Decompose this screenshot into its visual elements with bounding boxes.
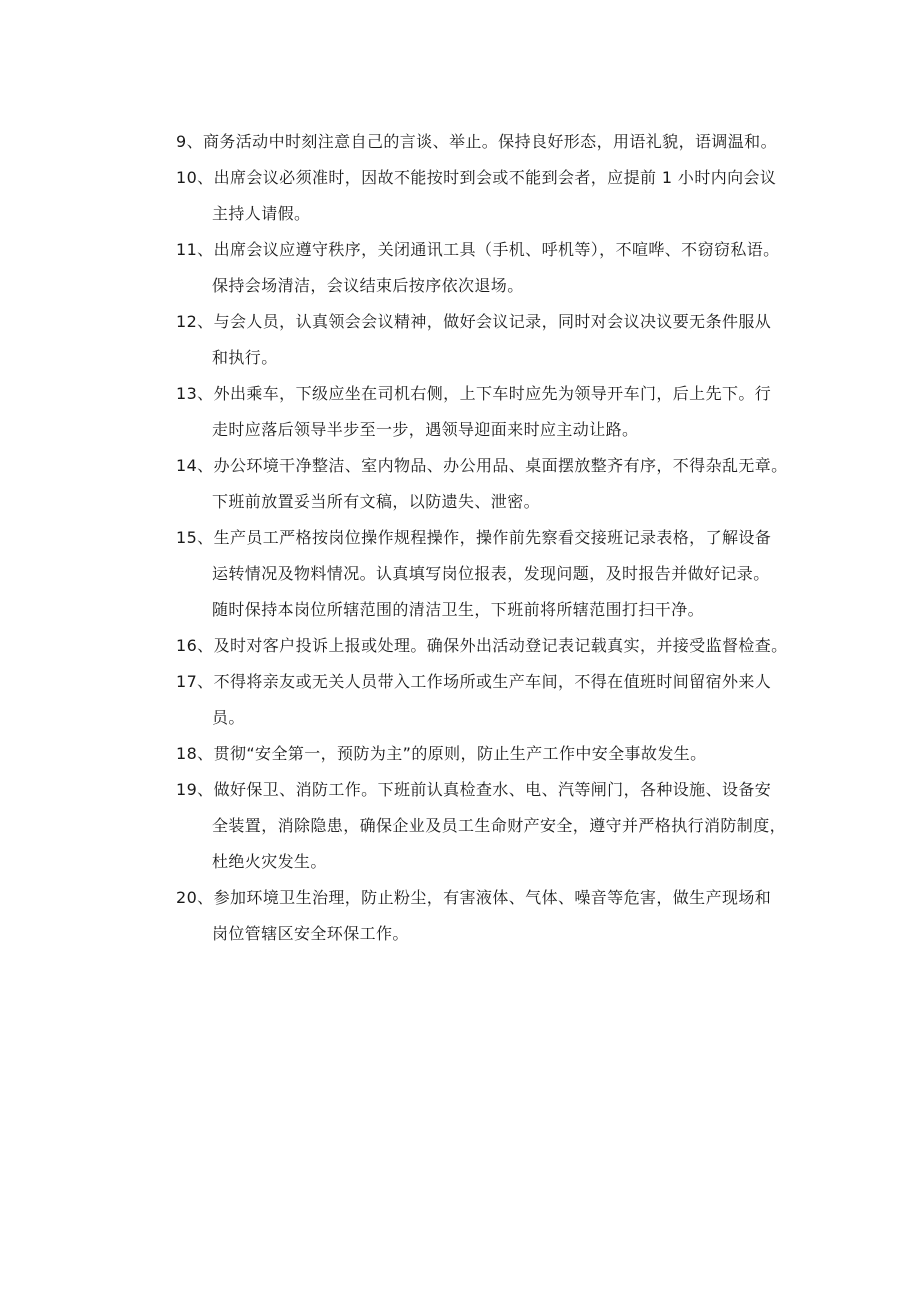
rule-text-line: 商务活动中时刻注意自己的言谈、举止。保持良好形态，用语礼貌，语调温和。	[202, 132, 777, 151]
rule-number: 13、	[176, 384, 214, 403]
rule-item	[176, 448, 796, 520]
rule-text-line: 走时应落后领导半步至一步，遇领导迎面来时应主动让路。	[212, 420, 639, 439]
rule-text-line: 主持人请假。	[212, 204, 311, 223]
rule-text-line: 杜绝火灾发生。	[212, 852, 327, 871]
rule-item	[176, 736, 796, 772]
rule-text-line: 外出乘车，下级应坐在司机右侧，上下车时应先为领导开车门，后上先下。行	[213, 384, 772, 403]
rule-text	[214, 160, 796, 232]
rule-text	[214, 232, 796, 304]
rule-text-line: 及时对客户投诉上报或处理。确保外出活动登记表记载真实，并接受监督检查。	[213, 636, 788, 655]
rule-text-line: 贯彻“安全第一，预防为主”的原则，防止生产工作中安全事故发生。	[213, 744, 707, 763]
rule-text-line: 运转情况及物料情况。认真填写岗位报表，发现问题，及时报告并做好记录。	[212, 564, 770, 583]
rule-number: 19、	[176, 780, 214, 799]
rule-number: 14、	[176, 456, 214, 475]
rule-text	[214, 736, 796, 772]
rule-text-line: 下班前放置妥当所有文稿，以防遗失、泄密。	[212, 492, 541, 511]
rule-text	[214, 772, 796, 880]
rule-text-line: 和执行。	[212, 348, 278, 367]
rule-text-line: 与会人员，认真领会会议精神，做好会议记录，同时对会议决议要无条件服从	[213, 312, 772, 331]
rule-number: 15、	[176, 528, 214, 547]
rule-item	[176, 160, 796, 232]
rule-number: 10、	[176, 168, 214, 187]
rule-text	[214, 520, 796, 628]
rule-text	[214, 880, 796, 952]
rule-number: 16、	[176, 636, 214, 655]
rule-text	[214, 448, 796, 520]
rule-text	[203, 124, 796, 160]
rule-number: 17、	[176, 672, 214, 691]
rule-text-line: 不得将亲友或无关人员带入工作场所或生产车间，不得在值班时间留宿外来人	[213, 672, 772, 691]
rule-item	[176, 772, 796, 880]
rule-item	[176, 124, 796, 160]
rule-text-line: 出席会议必须准时，因故不能按时到会或不能到会者，应提前 1 小时内向会议	[213, 168, 777, 187]
rule-text	[214, 664, 796, 736]
rule-text-line: 员。	[212, 708, 245, 727]
rule-number: 12、	[176, 312, 214, 331]
rule-item	[176, 880, 796, 952]
rule-text-line: 办公环境干净整洁、室内物品、办公用品、桌面摆放整齐有序，不得杂乱无章。	[213, 456, 788, 475]
rule-text-line: 随时保持本岗位所辖范围的清洁卫生，下班前将所辖范围打扫干净。	[212, 600, 705, 619]
rule-number: 11、	[176, 240, 214, 259]
rule-text	[214, 376, 796, 448]
rule-item	[176, 376, 796, 448]
rule-text-line: 参加环境卫生治理，防止粉尘，有害液体、气体、噪音等危害，做生产现场和	[213, 888, 772, 907]
rule-text	[214, 304, 796, 376]
rules-list	[176, 124, 796, 952]
rule-text-line: 出席会议应遵守秩序，关闭通讯工具（手机、呼机等），不喧哗、不窃窃私语。	[213, 240, 780, 259]
rule-number: 9、	[176, 132, 203, 151]
rule-number: 18、	[176, 744, 214, 763]
rule-item	[176, 664, 796, 736]
rule-item	[176, 628, 796, 664]
rule-item	[176, 232, 796, 304]
rule-text-line: 保持会场清洁，会议结束后按序依次退场。	[212, 276, 524, 295]
rule-item	[176, 304, 796, 376]
rule-item	[176, 520, 796, 628]
rule-text	[214, 628, 796, 664]
rule-text-line: 做好保卫、消防工作。下班前认真检查水、电、汽等闸门，各种设施、设备安	[213, 780, 772, 799]
rule-text-line: 全装置，消除隐患，确保企业及员工生命财产安全，遵守并严格执行消防制度，	[212, 816, 787, 835]
rule-text-line: 生产员工严格按岗位操作规程操作，操作前先察看交接班记录表格，了解设备	[213, 528, 772, 547]
rule-number: 20、	[176, 888, 214, 907]
rule-text-line: 岗位管辖区安全环保工作。	[212, 924, 409, 943]
